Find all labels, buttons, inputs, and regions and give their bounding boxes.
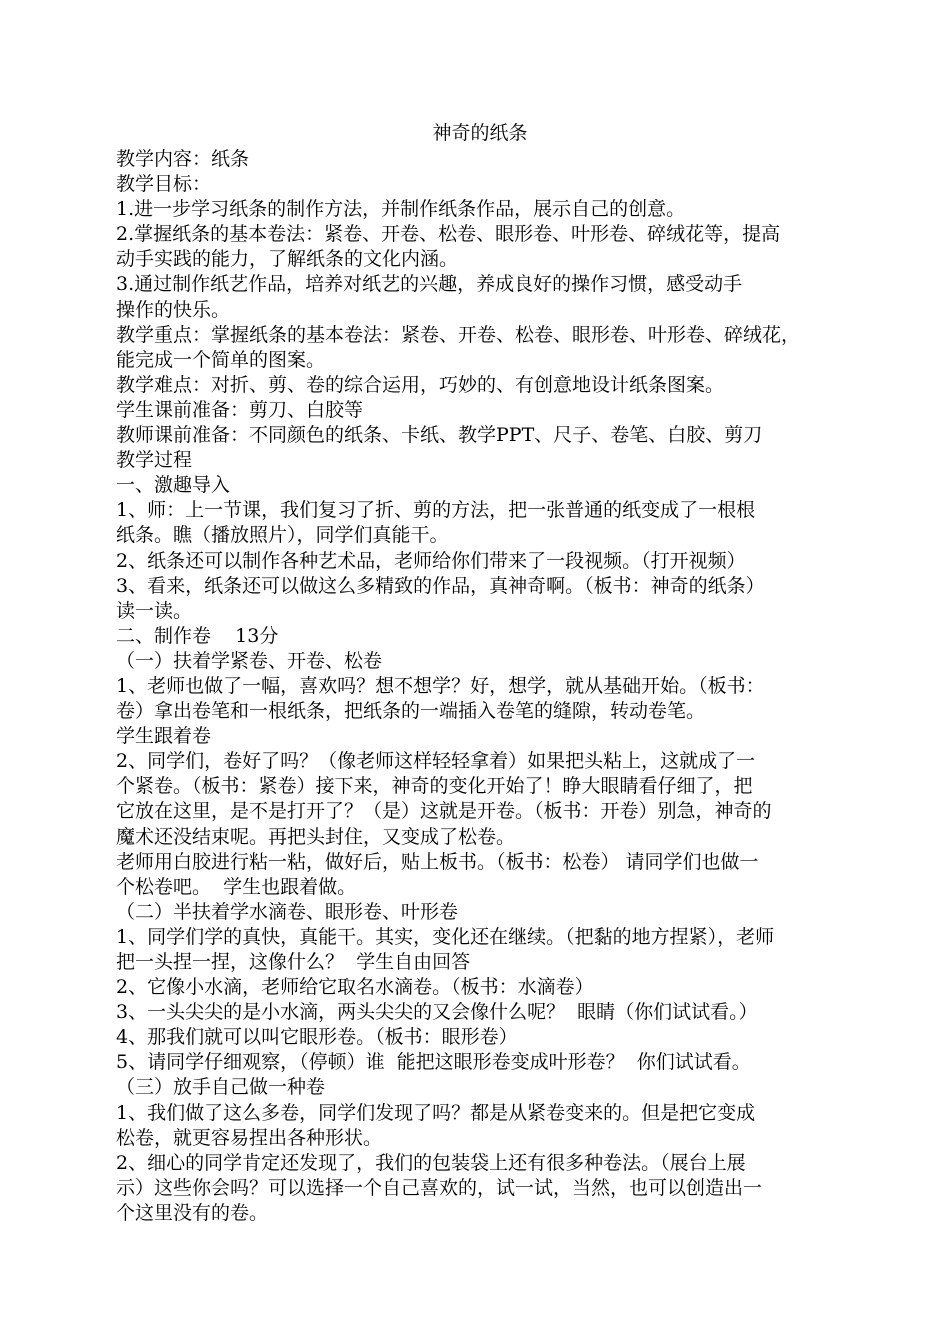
- text-line: 1、我们做了这么多卷，同学们发现了吗？都是从紧卷变来的。但是把它变成: [116, 1101, 756, 1124]
- text-line: 3.通过制作纸艺作品，培养对纸艺的兴趣，养成良好的操作习惯，感受动手: [116, 273, 743, 296]
- text-line: 纸条。瞧（播放照片），同学们真能干。: [116, 524, 449, 547]
- text-line: 一、激趣导入: [116, 474, 231, 497]
- document-title: 神奇的纸条: [432, 122, 528, 144]
- text-line: 2.掌握纸条的基本卷法：紧卷、开卷、松卷、眼形卷、叶形卷、碎绒花等，提高: [116, 223, 781, 246]
- text-line: 老师用白胶进行粘一粘，做好后，贴上板书。（板书：松卷） 请同学们也做一: [116, 850, 759, 873]
- text-line: （一）扶着学紧卷、开卷、松卷: [116, 649, 383, 672]
- text-line: 教学难点：对折、剪、卷的综合运用，巧妙的、有创意地设计纸条图案。: [116, 373, 725, 396]
- text-line: 能完成一个简单的图案。: [116, 348, 326, 371]
- text-line: 3、看来，纸条还可以做这么多精致的作品，真神奇啊。（板书：神奇的纸条）: [116, 574, 765, 597]
- text-line: 它放在这里，是不是打开了？（是）这就是开卷。（板书：开卷）别急，神奇的: [116, 800, 772, 823]
- text-line: 1、同学们学的真快，真能干。其实，变化还在继续。（把黏的地方捏紧），老师: [116, 925, 775, 948]
- text-line: 二、制作卷 13分: [116, 624, 279, 647]
- text-line: 3、一头尖尖的是小水滴，两头尖尖的又会像什么呢？ 眼睛（你们试试看。）: [116, 1001, 758, 1024]
- text-line: 个紧卷。（板书：紧卷）接下来，神奇的变化开始了！睁大眼睛看仔细了，把: [116, 775, 753, 798]
- text-line: 教学重点：掌握纸条的基本卷法：紧卷、开卷、松卷、眼形卷、叶形卷、碎绒花，: [116, 323, 801, 346]
- text-line: 教学内容：纸条: [116, 148, 250, 170]
- text-line: 教学过程: [116, 449, 193, 472]
- text-line: 学生跟着卷: [116, 725, 212, 748]
- text-line: 松卷，就更容易捏出各种形状。: [116, 1126, 383, 1149]
- text-line: 教师课前准备：不同颜色的纸条、卡纸、教学PPT、尺子、卷笔、白胶、剪刀: [116, 424, 763, 447]
- text-line: 操作的快乐。: [116, 298, 231, 321]
- text-line: 学生课前准备：剪刀、白胶等: [116, 398, 364, 421]
- text-line: 个松卷吧。 学生也跟着做。: [116, 875, 357, 898]
- document-body: [116, 147, 844, 1226]
- text-line: 2、它像小水滴，老师给它取名水滴卷。（板书：水滴卷）: [116, 976, 594, 999]
- text-line: 动手实践的能力，了解纸条的文化内涵。: [116, 248, 459, 271]
- text-line: 2、同学们，卷好了吗？（像老师这样轻轻拿着）如果把头粘上，这就成了一: [116, 750, 756, 773]
- text-line: （三）放手自己做一种卷: [116, 1076, 326, 1099]
- text-line: 读一读。: [116, 599, 193, 622]
- text-line: 1.进一步学习纸条的制作方法，并制作纸条作品，展示自己的创意。: [116, 198, 686, 221]
- text-line: 教学目标：: [116, 173, 212, 196]
- text-line: （二）半扶着学水滴卷、眼形卷、叶形卷: [116, 900, 459, 923]
- text-line: 1、老师也做了一幅，喜欢吗？想不想学？好，想学，就从基础开始。（板书：: [116, 674, 765, 697]
- text-line: 把一头捏一捏，这像什么？ 学生自由回答: [116, 951, 471, 973]
- document-page: [116, 120, 844, 1226]
- text-line: 个这里没有的卷。: [116, 1201, 269, 1224]
- text-line: 2、纸条还可以制作各种艺术品，老师给你们带来了一段视频。（打开视频）: [116, 549, 746, 572]
- text-line: 1、师：上一节课，我们复习了折、剪的方法，把一张普通的纸变成了一根根: [116, 499, 756, 522]
- text-line: 4、那我们就可以叫它眼形卷。（板书：眼形卷）: [116, 1026, 518, 1049]
- text-line: 5、请同学仔细观察，（停顿）谁 能把这眼形卷变成叶形卷？ 你们试试看。: [116, 1051, 751, 1074]
- text-line: 卷）拿出卷笔和一根纸条，把纸条的一端插入卷笔的缝隙，转动卷笔。: [116, 700, 706, 723]
- text-line: 示）这些你会吗？可以选择一个自己喜欢的，试一试，当然，也可以创造出一: [116, 1176, 763, 1199]
- text-line: 魔术还没结束呢。再把头封住，又变成了松卷。: [116, 825, 516, 848]
- text-line: 2、细心的同学肯定还发现了，我们的包装袋上还有很多种卷法。（展台上展: [116, 1151, 746, 1174]
